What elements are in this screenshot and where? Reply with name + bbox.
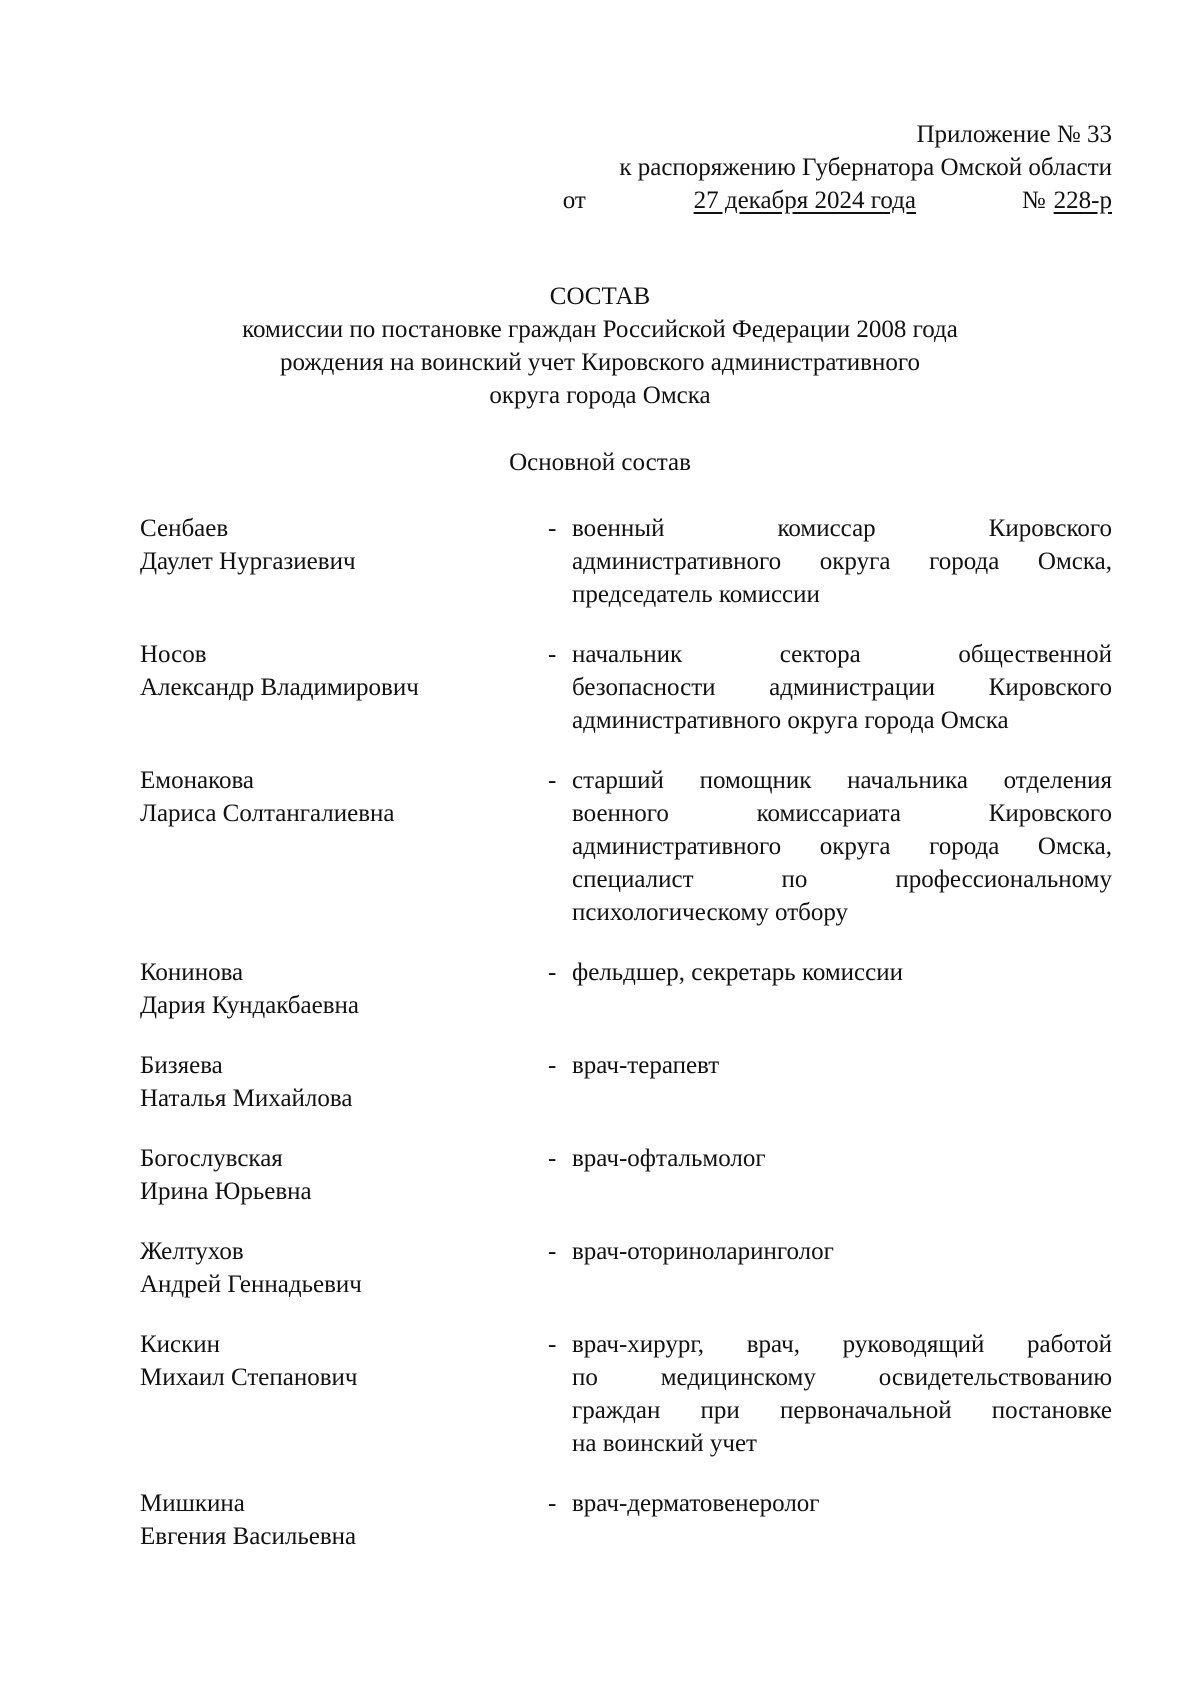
member-row (140, 1328, 1120, 1460)
document-subtitle-line: округа города Омска (489, 382, 711, 409)
member-name (140, 638, 540, 704)
member-row (140, 1235, 1120, 1301)
member-name (140, 956, 540, 1022)
member-name (140, 512, 540, 578)
member-role-line: начальник сектора общественной (572, 641, 1112, 668)
members-list (140, 512, 1120, 1553)
member-surname: Бизяева (140, 1052, 223, 1079)
member-dash: - (548, 959, 557, 986)
document-subtitle-line: комиссии по постановке граждан Российской Федерации 2008 года (242, 316, 958, 343)
member-surname: Богослувская (140, 1145, 283, 1172)
member-dash: - (548, 1238, 557, 1265)
member-role-line: фельдшер, секретарь комиссии (572, 959, 904, 986)
member-role-line: по медицинскому освидетельствованию (572, 1364, 1112, 1391)
document-heading (0, 280, 1200, 412)
member-role (572, 1328, 1112, 1460)
member-dash: - (548, 515, 557, 542)
member-name (140, 764, 540, 830)
member-role (572, 1487, 1112, 1520)
member-surname: Желтухов (140, 1238, 244, 1265)
member-role (572, 956, 1112, 989)
member-role-line: специалист по профессиональному (572, 866, 1112, 893)
member-role (572, 764, 1112, 929)
member-row (140, 638, 1120, 737)
member-role-line: врач-хирург, врач, руководящий работой (572, 1331, 1112, 1358)
member-dash: - (548, 1145, 557, 1172)
member-given-name: Наталья Михайлова (140, 1085, 353, 1112)
member-name (140, 1328, 540, 1394)
member-row (140, 1487, 1120, 1553)
member-role-line: врач-офтальмолог (572, 1145, 766, 1172)
member-role (572, 638, 1112, 737)
member-given-name: Андрей Геннадьевич (140, 1271, 362, 1298)
member-role (572, 1235, 1112, 1268)
member-given-name: Евгения Васильевна (140, 1523, 357, 1550)
member-row (140, 956, 1120, 1022)
member-row (140, 1049, 1120, 1115)
member-given-name: Лариса Солтангалиевна (140, 800, 395, 827)
member-surname: Мишкина (140, 1490, 245, 1517)
member-role (572, 1049, 1112, 1082)
member-name (140, 1487, 540, 1553)
member-role (572, 512, 1112, 611)
member-dash: - (548, 1331, 557, 1358)
member-role (572, 1142, 1112, 1175)
from-label: от (562, 187, 586, 214)
member-role-line: административного округа города Омска, (572, 548, 1112, 575)
member-surname: Носов (140, 641, 207, 668)
member-surname: Сенбаев (140, 515, 229, 542)
member-role-line: граждан при первоначальной постановке (572, 1397, 1112, 1424)
member-given-name: Ирина Юрьевна (140, 1178, 312, 1205)
member-role-line: административного округа города Омска, (572, 833, 1112, 860)
member-role-line: военного комиссариата Кировского (572, 800, 1112, 827)
member-surname: Конинова (140, 959, 244, 986)
document-title: СОСТАВ (549, 283, 651, 310)
member-given-name: Даулет Нургазиевич (140, 548, 356, 575)
member-dash: - (548, 1490, 557, 1517)
member-row (140, 512, 1120, 611)
member-role-line: на воинский учет (572, 1430, 757, 1457)
member-role-line: председатель комиссии (572, 581, 820, 608)
member-row (140, 1142, 1120, 1208)
appendix-date-line (492, 184, 1112, 217)
appendix-header (492, 118, 1112, 217)
member-name (140, 1235, 540, 1301)
member-surname: Емонакова (140, 767, 255, 794)
member-given-name: Дария Кундакбаевна (140, 992, 359, 1019)
member-given-name: Александр Владимирович (140, 674, 419, 701)
member-role-line: военный комиссар Кировского (572, 515, 1112, 542)
appendix-number: Приложение № 33 (916, 121, 1112, 148)
member-role-line: врач-оториноларинголог (572, 1238, 834, 1265)
member-role-line: безопасности администрации Кировского (572, 674, 1112, 701)
member-role-line: врач-дерматовенеролог (572, 1490, 820, 1517)
section-title: Основной состав (509, 449, 691, 476)
order-date: 27 декабря 2024 года (693, 187, 916, 214)
member-role-line: административного округа города Омска (572, 707, 1009, 734)
order-number: 228-р (1053, 187, 1112, 214)
member-given-name: Михаил Степанович (140, 1364, 358, 1391)
member-role-line: врач-терапевт (572, 1052, 720, 1079)
member-name (140, 1142, 540, 1208)
member-dash: - (548, 641, 557, 668)
member-role-line: старший помощник начальника отделения (572, 767, 1112, 794)
appendix-reference: к распоряжению Губернатора Омской области (619, 154, 1112, 181)
member-dash: - (548, 1052, 557, 1079)
member-role-line: психологическому отбору (572, 899, 849, 926)
member-dash: - (548, 767, 557, 794)
number-label: № (1021, 187, 1046, 214)
document-subtitle-line: рождения на воинский учет Кировского административного (280, 349, 920, 376)
member-name (140, 1049, 540, 1115)
member-row (140, 764, 1120, 929)
member-surname: Кискин (140, 1331, 221, 1358)
